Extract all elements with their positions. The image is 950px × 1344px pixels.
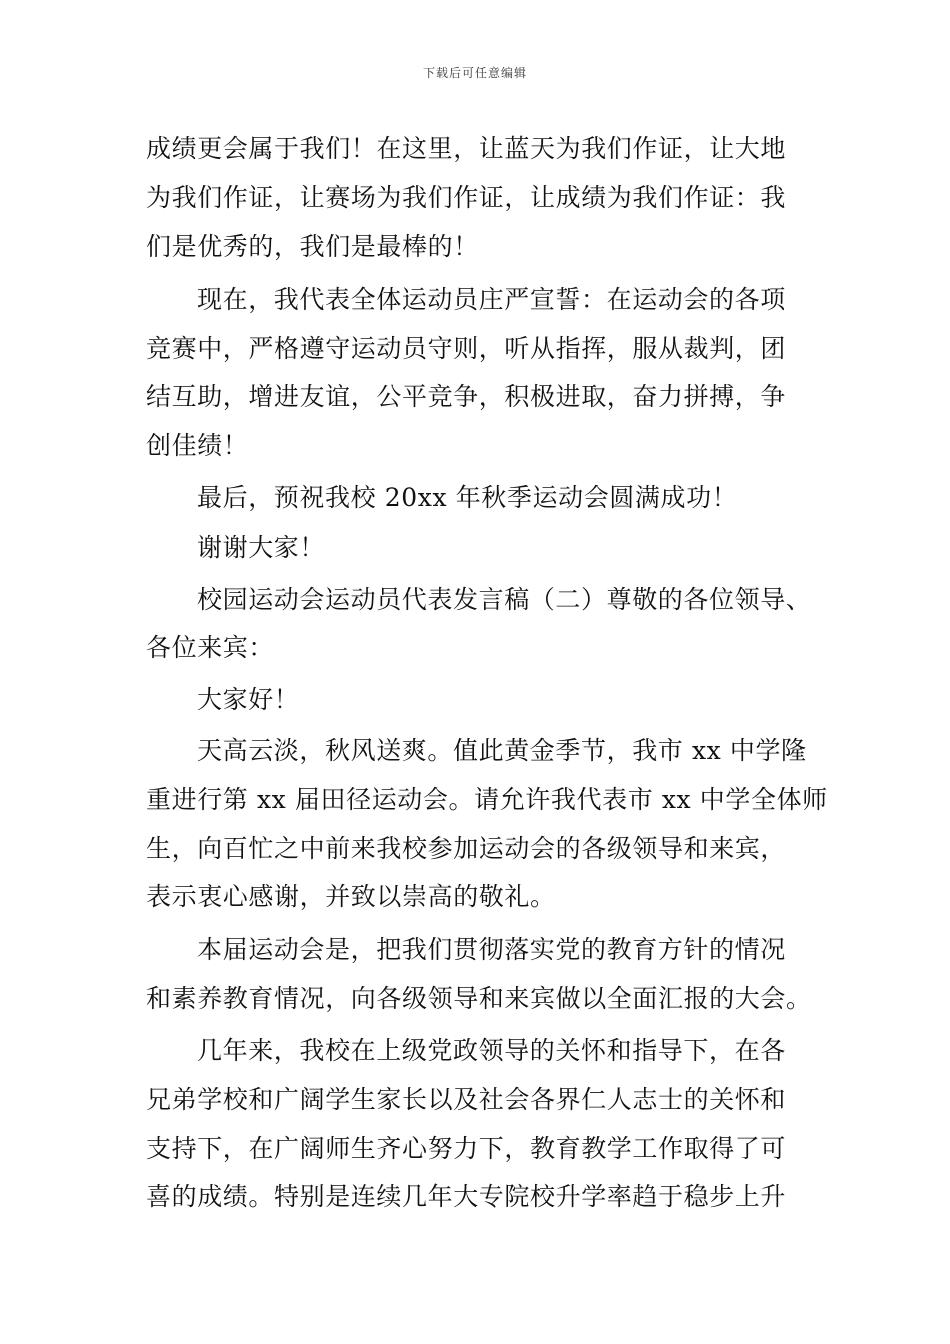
text-line: 几年来，我校在上级党政领导的关怀和指导下，在各 bbox=[197, 1036, 786, 1065]
text-line: 们是优秀的，我们是最棒的！ bbox=[146, 232, 479, 261]
text-line: 大家好！ bbox=[197, 685, 300, 714]
text-line: 各位来宾： bbox=[146, 633, 275, 662]
text-line: 支持下，在广阔师生齐心努力下，教育教学工作取得了可 bbox=[146, 1134, 787, 1163]
text-line: 现在，我代表全体运动员庄严宣誓：在运动会的各项 bbox=[197, 285, 786, 314]
text-line: 喜的成绩。特别是连续几年大专院校升学率趋于稳步上升 bbox=[146, 1182, 787, 1211]
page-header: 下载后可任意编辑 bbox=[422, 66, 527, 80]
text-line: 生，向百忙之中前来我校参加运动会的各级领导和来宾， bbox=[146, 834, 787, 863]
text-line: 兄弟学校和广阔学生家长以及社会各界仁人志士的关怀和 bbox=[146, 1085, 787, 1114]
text-line: 为我们作证，让赛场为我们作证，让成绩为我们作证：我 bbox=[146, 183, 787, 212]
text-line: 天高云淡，秋风送爽。值此黄金季节，我市 xx 中学隆 bbox=[197, 736, 807, 765]
section-heading-line: 校园运动会运动员代表发言稿（二）尊敬的各位领导、 bbox=[197, 585, 812, 614]
text-line: 创佳绩！ bbox=[146, 431, 249, 460]
text-line: 竞赛中，严格遵守运动员守则，听从指挥，服从裁判，团 bbox=[146, 334, 787, 363]
text-line: 结互助，增进友谊，公平竞争，积极进取，奋力拼搏，争 bbox=[146, 382, 787, 411]
text-line: 重进行第 xx 届田径运动会。请允许我代表市 xx 中学全体师 bbox=[146, 785, 828, 814]
text-line: 谢谢大家！ bbox=[197, 533, 326, 562]
text-line: 成绩更会属于我们！在这里，让蓝天为我们作证，让大地 bbox=[146, 134, 787, 163]
text-line: 最后，预祝我校 20xx 年秋季运动会圆满成功！ bbox=[197, 483, 738, 512]
text-line: 本届运动会是，把我们贯彻落实党的教育方针的情况 bbox=[197, 935, 786, 964]
text-line: 表示衷心感谢，并致以崇高的敬礼。 bbox=[146, 882, 556, 911]
text-line: 和素养教育情况，向各级领导和来宾做以全面汇报的大会。 bbox=[146, 984, 812, 1013]
